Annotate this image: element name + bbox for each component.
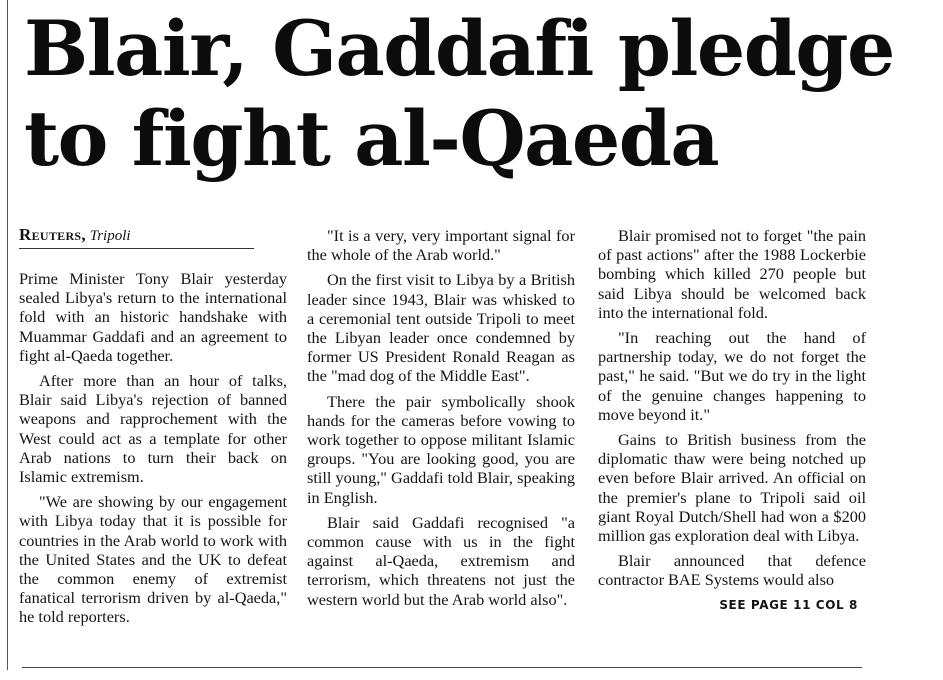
bottom-rule: [22, 667, 862, 668]
paragraph: On the first visit to Libya by a British leader since 1943, Blair was whisked to a ceremonial tent outside Tripoli to meet the Libyan leader once condemned by former US President Ronald Reagan as the "mad dog of the Middle East".: [307, 270, 575, 386]
article-column-1: [19, 226, 287, 633]
byline-agency: Reuters,: [19, 225, 86, 244]
byline: [19, 226, 254, 249]
paragraph: Gains to British business from the diplomatic thaw were being notched up even before Blair arrived. An official on the premier's plane to Tripoli said oil giant Royal Dutch/Shell had won a $200 million gas exploration deal with Libya.: [598, 430, 866, 546]
left-column-rule: [7, 0, 8, 670]
paragraph: After more than an hour of talks, Blair said Libya's rejection of banned weapons and rapprochement with the West could act as a template for other Arab nations to turn their back on Islamic extremism.: [19, 371, 287, 487]
paragraph: "In reaching out the hand of partnership today, we do not forget the past," he said. "But we do try in the light of the genuine changes happening to move beyond it.": [598, 328, 866, 424]
paragraph: Blair announced that defence contractor BAE Systems would also: [598, 551, 866, 590]
headline-line-2: to fight al-Qaeda: [24, 94, 719, 183]
article-column-2: [307, 226, 575, 615]
headline-line-1: Blair, Gaddafi pledge: [24, 4, 894, 93]
headline: [24, 4, 924, 184]
article-column-3: [598, 226, 866, 615]
paragraph: Prime Minister Tony Blair yesterday sealed Libya's return to the international fold with an historic handshake with Muammar Gaddafi and an agreement to fight al-Qaeda together.: [19, 269, 287, 365]
paragraph: "We are showing by our engagement with Libya today that it is possible for countries in the Arab world to work with the United States and the UK to defeat the common enemy of extremist fanatical terrorism driven by al-Qaeda," he told reporters.: [19, 492, 287, 627]
byline-place: Tripoli: [89, 228, 131, 244]
paragraph: Blair promised not to forget "the pain of past actions" after the 1988 Lockerbie bombing which killed 270 people but said Libya should be welcomed back into the international fold.: [598, 226, 866, 322]
paragraph: Blair said Gaddafi recognised "a common cause with us in the fight against al-Qaeda, extremism and terrorism, which threatens not just the western world but the Arab world also".: [307, 512, 575, 609]
continuation-note: SEE PAGE 11 COL 8: [719, 597, 858, 612]
paragraph: "It is a very, very important signal for the whole of the Arab world.": [307, 226, 575, 265]
paragraph: There the pair symbolically shook hands for the cameras before vowing to work together to oppose militant Islamic groups. "You are looking good, you are still young," Gaddafi told Blair, speaking in English.: [307, 391, 575, 507]
